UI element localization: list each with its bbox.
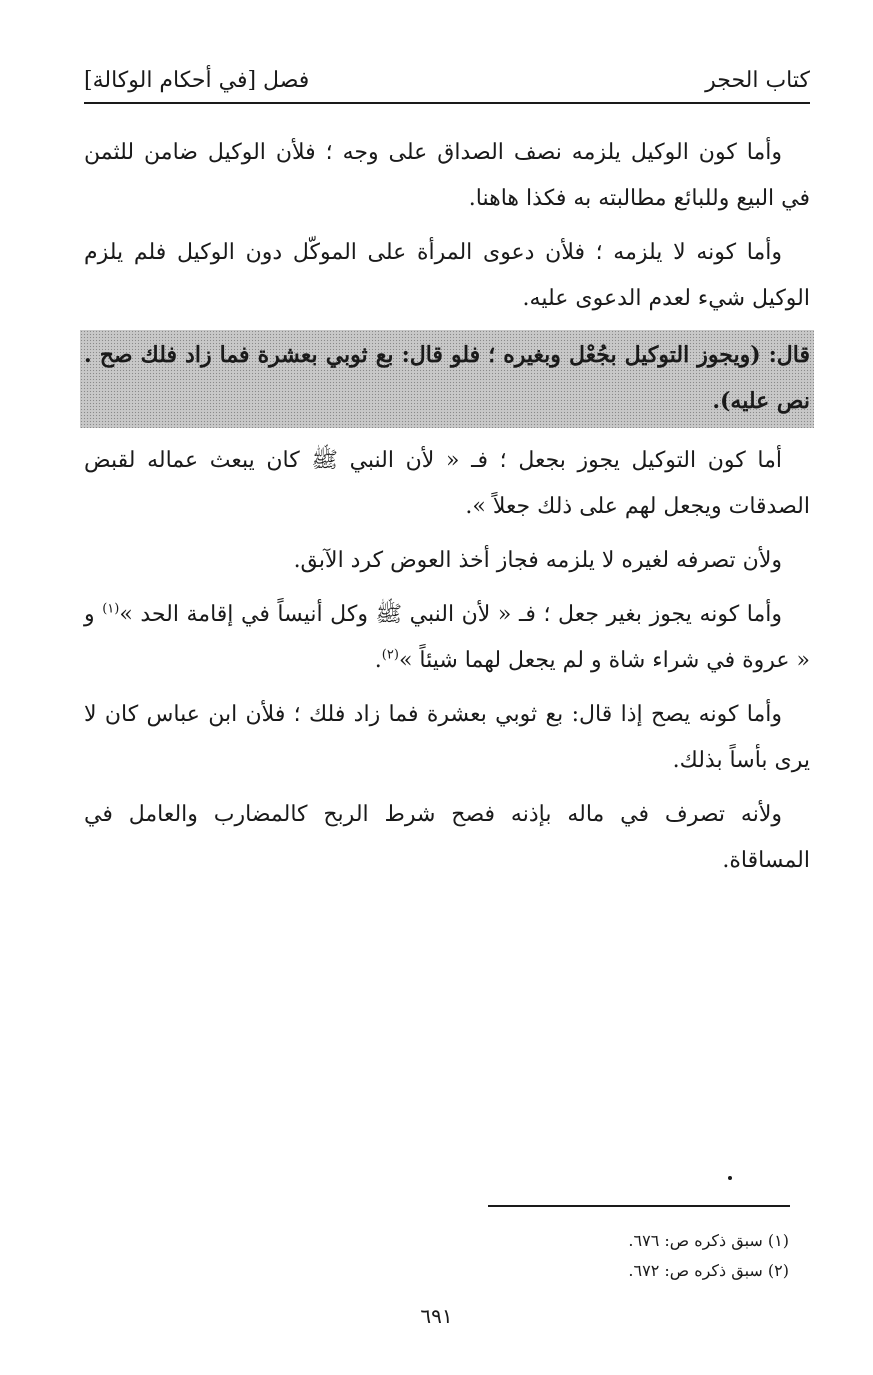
footnote-ref[interactable]: (٢) <box>381 647 399 663</box>
footnote: (٢) سبق ذكره ص: ٦٧٢. <box>628 1261 789 1280</box>
paragraph: وأما كون الوكيل يلزمه نصف الصداق على وجه ؛ فلأن الوكيل ضامن للثمن في البيع وللبائع مطالبته به فكذا هاهنا. <box>84 140 810 211</box>
matn-highlight: قال: (ويجوز التوكيل بجُعْل وبغيره ؛ فلو قال: بع ثوبي بعشرة فما زاد فلك صح . نص عليه). <box>80 330 814 428</box>
paragraph: ولأنه تصرف في ماله بإذنه فصح شرط الربح كالمضارب والعامل في المساقاة. <box>84 802 810 873</box>
stray-dot <box>728 1176 732 1180</box>
footnote-separator <box>488 1205 790 1207</box>
footnotes <box>489 1226 789 1286</box>
paragraph-text: وأما كونه يجوز بغير جعل ؛ فـ « لأن النبي ﷺ وكل أنيساً في إقامة الحد » <box>119 602 782 627</box>
footnote: (١) سبق ذكره ص: ٦٧٦. <box>628 1231 789 1250</box>
paragraph-with-footnotes <box>84 592 810 684</box>
footnote-ref[interactable]: (١) <box>102 601 120 617</box>
paragraph: ولأن تصرفه لغيره لا يلزمه فجاز أخذ العوض كرد الآبق. <box>293 548 782 573</box>
section-title: فصل [في أحكام الوكالة] <box>84 67 310 93</box>
running-header <box>84 58 810 104</box>
paragraph: وأما كونه يصح إذا قال: بع ثوبي بعشرة فما زاد فلك ؛ فلأن ابن عباس كان لا يرى بأساً بذلك. <box>84 702 810 773</box>
paragraph-text: و « عروة في شراء شاة و لم يجعل لهما شيئاً » <box>84 602 810 673</box>
page-number: ٦٩١ <box>420 1304 453 1328</box>
book-title: كتاب الحجر <box>705 67 810 93</box>
paragraph: وأما كونه لا يلزمه ؛ فلأن دعوى المرأة على الموكّل دون الوكيل فلم يلزم الوكيل شيء لعدم الدعوى عليه. <box>84 240 810 311</box>
body-text <box>84 130 810 892</box>
paragraph-text: . <box>374 648 382 673</box>
paragraph: أما كون التوكيل يجوز بجعل ؛ فـ « لأن النبي ﷺ كان يبعث عماله لقبض الصدقات ويجعل لهم على ذلك جعلاً ». <box>84 448 810 519</box>
